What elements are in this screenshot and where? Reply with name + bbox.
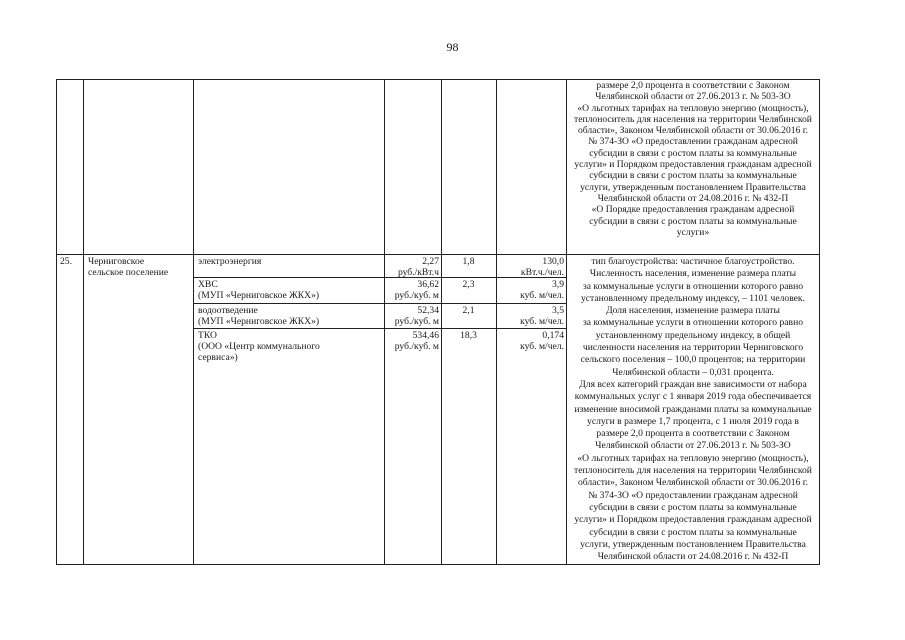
norm-amount: 3,9 bbox=[552, 279, 564, 290]
norm-unit: куб. м/чел. bbox=[520, 316, 564, 328]
text-line: «О Порядке предоставления гражданам адресной bbox=[591, 204, 795, 216]
text-line: «О льготных тарифах на тепловую энергию (мощность), bbox=[577, 102, 809, 114]
tariff-amount: 2,27 bbox=[422, 256, 439, 267]
col-border bbox=[193, 79, 194, 565]
service-line: водоотведение bbox=[198, 305, 258, 316]
text-line: Челябинской области – 0,031 процента. bbox=[612, 366, 774, 378]
service-line: (ООО «Центр коммунального bbox=[198, 341, 320, 353]
tariff-amount: 52,34 bbox=[417, 305, 439, 316]
continuation-text bbox=[568, 80, 818, 238]
col-border bbox=[566, 79, 567, 565]
text-line: услуги, утвержденным постановлением Правительства bbox=[580, 538, 806, 550]
text-line: № 374-ЗО «О предоставлении гражданам адресной bbox=[588, 136, 798, 148]
col-border bbox=[819, 79, 820, 565]
text-line: субсидии в связи с ростом платы за коммунальные bbox=[589, 501, 797, 513]
text-line: размере 2,0 процента в соответствии с Законом bbox=[596, 428, 790, 440]
service-line: (МУП «Черниговское ЖКХ») bbox=[198, 316, 320, 328]
text-line: области», Законом Челябинской области от 30.06.2016 г. bbox=[577, 477, 809, 489]
service-line: сервиса») bbox=[198, 352, 238, 364]
description-text bbox=[568, 256, 818, 563]
service-divider bbox=[193, 303, 566, 304]
text-line: размере 2,0 процента в соответствии с Законом bbox=[596, 80, 790, 91]
text-line: услуги» и Порядком предоставления гражданам адресной bbox=[574, 514, 812, 526]
text-line: коммунальных услуг с 1 января 2019 года обеспечивается bbox=[574, 391, 812, 403]
norm-unit: куб. м/чел. bbox=[520, 341, 564, 353]
col-border bbox=[56, 79, 57, 565]
tariff-value bbox=[386, 330, 439, 352]
text-line: Челябинской области от 27.06.2013 г. № 503-ЗО bbox=[595, 91, 791, 103]
rate-value: 2,1 bbox=[462, 305, 475, 316]
norm-value bbox=[498, 256, 564, 278]
tariff-amount: 36,62 bbox=[417, 279, 439, 290]
text-line: Челябинской области от 27.06.2013 г. № 503-ЗО bbox=[595, 440, 791, 452]
tariff-unit: руб./куб. м bbox=[394, 316, 439, 328]
text-line: за коммунальные услуги в отношении которого равно bbox=[582, 280, 804, 292]
text-line: тип благоустройства: частичное благоустройство. bbox=[591, 256, 795, 267]
text-line: субсидии в связи с ростом платы за коммунальные bbox=[589, 526, 797, 538]
text-line: сельского поселения – 100,0 процентов; на территории bbox=[580, 354, 806, 366]
service-line: ТКО bbox=[198, 330, 217, 341]
text-line: изменение вносимой гражданами платы за коммунальные bbox=[574, 403, 812, 415]
norm-value bbox=[498, 330, 564, 352]
settlement-name bbox=[88, 256, 168, 278]
norm-amount: 3,5 bbox=[552, 305, 564, 316]
text-line: установленному предельному индексу, в общей bbox=[595, 329, 791, 341]
tariff-value bbox=[386, 279, 439, 301]
text-line: № 374-ЗО «О предоставлении гражданам адресной bbox=[588, 489, 798, 501]
service-line: электроэнергия bbox=[198, 256, 262, 267]
text-line: численности населения на территории Черниговского bbox=[582, 342, 804, 354]
col-border bbox=[441, 79, 442, 565]
text-line: области», Законом Челябинской области от 30.06.2016 г. bbox=[577, 125, 809, 137]
norm-unit: куб. м/чел. bbox=[520, 290, 564, 302]
rate-value: 2,3 bbox=[462, 279, 475, 290]
text-line: услуги, утвержденным постановлением Правительства bbox=[580, 181, 806, 193]
text-line: субсидии в связи с ростом платы за коммунальные bbox=[589, 147, 797, 159]
norm-value bbox=[498, 279, 564, 301]
text-line: за коммунальные услуги в отношении которого равно bbox=[582, 317, 804, 329]
text-line: Доля населения, изменение размера платы bbox=[606, 305, 780, 317]
rate-value: 1,8 bbox=[462, 256, 475, 267]
text-line: Для всех категорий граждан вне зависимости от набора bbox=[579, 378, 807, 390]
text-line: субсидии в связи с ростом платы за коммунальные bbox=[589, 215, 797, 227]
text-line: субсидии в связи с ростом платы за коммунальные bbox=[589, 170, 797, 182]
text-line: теплоноситель для населения на территории Челябинской bbox=[574, 113, 812, 125]
text-line: «О льготных тарифах на тепловую энергию (мощность), bbox=[577, 452, 809, 464]
tariff-value bbox=[386, 256, 439, 278]
table-bottom-border bbox=[56, 564, 819, 565]
text-line: установленному предельному индексу, – 1101 человек. bbox=[580, 292, 805, 304]
service-divider bbox=[193, 328, 566, 329]
tariff-value bbox=[386, 305, 439, 327]
col-border bbox=[83, 79, 84, 565]
norm-amount: 130,0 bbox=[542, 256, 564, 267]
settlement-line: Черниговское bbox=[88, 256, 145, 267]
text-line: услуги» bbox=[676, 226, 710, 238]
tariff-unit: руб./кВт.ч bbox=[397, 267, 439, 279]
col-border bbox=[496, 79, 497, 565]
row-number: 25. bbox=[60, 256, 72, 267]
col-border bbox=[384, 79, 385, 565]
service-name bbox=[198, 305, 319, 327]
page-number: 98 bbox=[446, 40, 459, 54]
service-line: ХВС bbox=[198, 279, 218, 290]
norm-amount: 0,174 bbox=[542, 330, 564, 341]
tariff-unit: руб./куб. м bbox=[394, 290, 439, 302]
rate-value: 18,3 bbox=[460, 330, 477, 341]
text-line: теплоноситель для населения на территории Челябинской bbox=[574, 465, 812, 477]
service-line: (МУП «Черниговское ЖКХ») bbox=[198, 290, 320, 302]
text-line: Численность населения, изменение размера платы bbox=[589, 268, 797, 280]
row-divider bbox=[56, 254, 819, 255]
text-line: услуги в размере 1,7 процента, с 1 июля 2019 года в bbox=[587, 415, 799, 427]
norm-value bbox=[498, 305, 564, 327]
tariff-amount: 534,46 bbox=[412, 330, 439, 341]
text-line: услуги» и Порядком предоставления гражданам адресной bbox=[574, 159, 812, 171]
service-name bbox=[198, 256, 261, 267]
service-name bbox=[198, 330, 320, 364]
text-line: Челябинской области от 24.08.2016 г. № 432-П bbox=[597, 192, 789, 204]
settlement-line: сельское поселение bbox=[88, 267, 169, 279]
text-line: Челябинской области от 24.08.2016 г. № 432-П bbox=[597, 551, 789, 563]
norm-unit: кВт.ч./чел. bbox=[520, 267, 564, 279]
tariff-unit: руб./куб. м bbox=[394, 341, 439, 353]
service-name bbox=[198, 279, 319, 301]
